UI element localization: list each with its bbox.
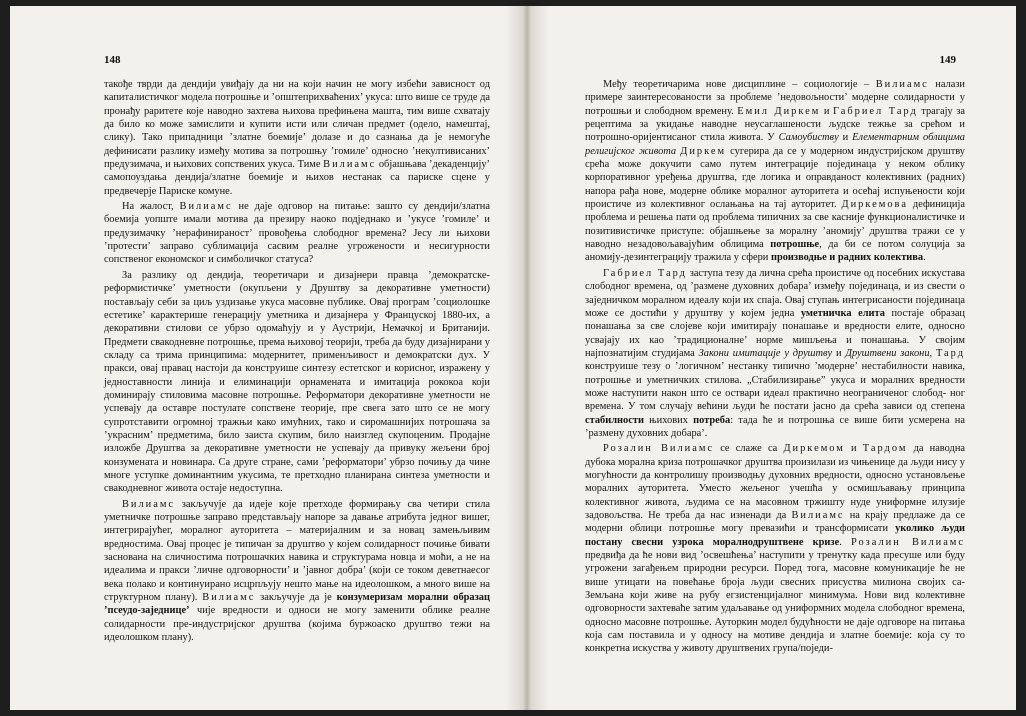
text-run: Самоубиству bbox=[778, 132, 839, 144]
text-run: : тада ће и потрошња се више бити усмерена на ’размену духовних добара’. bbox=[585, 414, 965, 439]
right-page-body bbox=[585, 78, 965, 656]
text-run: . bbox=[923, 252, 926, 264]
text-run: Розалин Вилиамс bbox=[603, 443, 715, 455]
text-run: Вилиамс bbox=[323, 159, 377, 171]
book-spread bbox=[10, 6, 1016, 710]
text-run: . bbox=[839, 536, 851, 548]
text-run: Вилиамс bbox=[791, 510, 845, 521]
text-run: и bbox=[832, 347, 846, 359]
text-run: Вилиамс bbox=[179, 201, 233, 213]
paragraph bbox=[104, 200, 490, 267]
text-run: чије вредности и односи не могу заменити облике реалне солидарности пре-индустријског друштва (којима буржоаско друштво тежи на идеолошком плану). bbox=[104, 605, 490, 644]
text-run: За разлику од дендија, теоретичари и дизајнери правца ’демократске-реформистичке’ уметности (окупљени у Друштву за декоративне уметности) постављају себи за циљ уздизање укуса масовне публике. Овај програм ’социолошке естетике’ карактерише генерацију уметника и дизајнера у Француској 1880-их, а декоративни стилови се убрзо одомаћују и у Аустрији, Немачкој и Британији. Предмети свакодневне потрошње, према њиховој теорији, треба да буду дизајнирани у складу са трима принципима: модернитет, применљивост и демократски дух. У пракси, овај правац настоји да конструише синтезу естетског и корисног, изражену у једноставности линија и елиминацији орнамената и имитација рококоа који доминирају стиловима масовне потрошње. Реформатори декоративне уметности не успевају да оставре постулате сопствене теорије, пре свега зато што се не могу супротставити огромној тражњи како имућних, тако и сиромашнијих потрошача за ’украсним’ предметима, било заиста скупим, било наизглед скупоценим. Продајне изложбе Друштва за декоративне уметности не успевају да привуку жељени број конзумената и новинара. Са друге стране, сами ’реформатори’ убрзо почињу да чине многе уступке доминантним укусима, те претходно планирана синтеза уметности и свакодневног живота остаје недоступна. bbox=[104, 269, 490, 495]
text-run: на крају предлаже да се модерни облици потрошње могу превазићи и трансформисати bbox=[585, 510, 965, 535]
left-page bbox=[10, 6, 505, 710]
text-run: Тардом bbox=[862, 443, 908, 455]
text-run: Вилиамс bbox=[875, 79, 929, 90]
text-run: Вилиамс bbox=[122, 498, 176, 510]
text-run: Емил Диркем bbox=[737, 105, 821, 117]
text-run: уколико људи постану свесни узрока моралнодруштвене кризе bbox=[585, 523, 965, 548]
text-run: објашњава ’декаденцију’ самопоуздања дендија/златне боемије и њихов нестанак са париске сцене у предвечерје Париске комуне. bbox=[104, 159, 490, 197]
text-run: Закони имитације у друштву bbox=[698, 347, 833, 359]
text-run: такође тврди да дендији увиђају да ни на који начин не могу избећи зависност од капиталистичког модела потрошње и ’општеприхваћених’ укуса: што више се труде да пронађу раритете које наводно захтева њихова префињена машта, тим више схватају да било ко може замислити и купити исти или сличан предмет (одело, намештај, слику). Тако припадници ’златне боемије’ долазе и до сазнања да је немогуће дефинисати разлику између мотива за потрошњу ’гомиле’ односно ’некултивисаних’ предузимача, и њихових сопствених укуса. Тиме bbox=[104, 79, 490, 171]
text-run: не даје одговор на питање: зашто су дендији/златна боемија уопште имали мотива да презиру наоко подједнако и ’укусе ’гомиле’ и предузимачку ’нерафинираност’ провођења слободног времена? Јесу ли њихови ’протести’ заправо сублимација сасвим реалне угрожености и несигурности сопственог економског и симболичког статуса? bbox=[104, 201, 490, 266]
text-run: конструише тезу о ’логичном’ нестанку типично ’модерне’ нестабилности навика, потрошње и уметничких стилова. „Стабилизирање” укуса и моралних вредности може наступити након што се оствари идеал практично неограниченог слобод- ног времена. У том случају већини људи ће постати јасно да срећа зависи од степена bbox=[585, 361, 965, 413]
text-run: конзумеризам морални образац ’псеудо-заједнице’ bbox=[104, 592, 490, 617]
text-run: Диркем bbox=[680, 145, 727, 157]
paragraph bbox=[104, 78, 490, 198]
paragraph bbox=[104, 498, 490, 645]
text-run: , bbox=[929, 347, 936, 359]
text-run: Диркемом bbox=[783, 443, 845, 455]
text-run: постаје образац понашања за све слојеве који имитирају понашање и вредности елите, односно усвајају их као ’традиционалне’ норме мишљења и понашања. У својим најпознатијим студијама bbox=[585, 307, 965, 359]
text-run: Габриел Тард bbox=[832, 105, 918, 117]
text-run: Међу теоретичарима нове дисциплине – социологије – bbox=[603, 79, 876, 90]
right-page bbox=[549, 6, 1016, 710]
text-run: На жалост, bbox=[122, 201, 180, 213]
text-run: Друштвени закони bbox=[845, 347, 930, 359]
paragraph bbox=[585, 78, 965, 265]
text-run: сугерира да се у модерном индустријском друштву срећа може докучити само путем интеграције појединаца у неком облику корпоративног уређења друштва, где логика и оправданост колективних (радних) напора рађа нове, модерне облике моралног ауторитета и осећај испуњености који проистиче из колективног ослањања на тај ауторитет. bbox=[585, 145, 966, 211]
text-run: и bbox=[820, 105, 833, 117]
text-run: се слаже са bbox=[714, 443, 784, 455]
text-run: производње и радних колектива bbox=[770, 252, 924, 264]
book-gutter bbox=[505, 6, 549, 710]
paragraph bbox=[585, 267, 965, 440]
text-run: њихових bbox=[643, 414, 694, 426]
text-run: Елементарним облицима религијског живота bbox=[585, 132, 965, 157]
text-run: налази примере заинтересованости за проблеме ’недовољности’ модерне солидарности у потрошњи и слободном времену. bbox=[585, 79, 965, 117]
text-run: , да би се потом солуција за аномију-дезинтеграцију тражила у сфери bbox=[585, 239, 966, 264]
text-run: заступа тезу да лична срећа проистиче од посебних искустава слободног времена, од ’размене духовних добара’ између појединаца, и из свести о заједничком моралном идеалу који их спаја. Овај ступањ интегрисаности појединаца може се достићи у друштву у којем једна bbox=[585, 267, 966, 319]
page-number-left: 148 bbox=[104, 54, 121, 66]
text-run: Тард bbox=[935, 347, 966, 359]
page-number-right: 149 bbox=[939, 54, 956, 66]
text-run: дефиниција проблема и решења пати од проблема типичних за све касније функционалистичке и позитивистичке приступе: објашњење за моралну ’аномију’ друштва тражи се у наводно незадовољавајућим облицима bbox=[585, 199, 965, 251]
text-run: Вилиамс bbox=[202, 592, 256, 604]
text-run: предвиђа да ће нови вид ’освешћења’ наступити у тренутку када пресуше или буду угрожени загађењем природни ресурси. Поред тога, масовне комуникације ће не више утицати на повећање броја људи свесних присуства милиона својих са-Земљана који живе на рубу егзистенцијалног минимума. Нови вид колективне одговорности захтеваће затим удаљавање од униформних модела слободног времена, односно масовне потрошње. Ауторкин модел будућности не даје одговоре на питања која сам поставила и у односу на мотиве дендија и златне боемије: која су то конкретна искуства у животу друштвених група/поједи- bbox=[585, 550, 965, 655]
text-run: стабилности bbox=[585, 414, 644, 426]
text-run: и bbox=[838, 132, 853, 144]
text-run: да наводна дубока морална криза потрошачког друштва произилази из чињенице да људи нису у могућности да контролишу производњу духовних вредности, односно установљење моралних ауторитета. Уместо жељеног учешћа у осмишљавању принципа колективног живота, људима се на масовном тржишту нуде униформне илузије задовољства. Не треба да нас изненади да bbox=[585, 443, 965, 521]
text-run: Габриел Тард bbox=[603, 267, 687, 279]
text-run: потреба bbox=[693, 414, 731, 426]
text-run: закључује да је bbox=[255, 592, 337, 604]
paragraph bbox=[104, 269, 490, 496]
text-run: Розалин Вилиамс bbox=[850, 536, 965, 548]
text-run: трагају за рецептима за укидање наводне неусаглашености људске тежње за срећом и потрошно-оријентисаног стила живота. У bbox=[585, 105, 966, 144]
text-run: уметничка елита bbox=[800, 307, 885, 319]
text-run: Диркемова bbox=[841, 199, 908, 211]
text-run: потрошње bbox=[770, 239, 820, 251]
text-run: закључује да идеје које претходе формирању сва четири стила уметничке потрошње заправо представљају напоре за давање атрибута једног вишег, интегрирајућег, моралног ауторитета – материјалним и за новац замењљивим вредностима. Овај процес је типичан за друштво у којем солидарност почиње бивати заснована на сличностима потрошачких навика и структурама новца и моћи, а не на идеалима и пракси ’личне одговорности’ и ’јавног добра’ (који се током деветнаесог века полако и континуирано исцрпљују нешто мање на идеолошком, а много више на структурном плану). bbox=[104, 498, 490, 604]
paragraph bbox=[585, 442, 965, 656]
left-page-body bbox=[104, 78, 490, 644]
text-run: и bbox=[844, 443, 863, 455]
